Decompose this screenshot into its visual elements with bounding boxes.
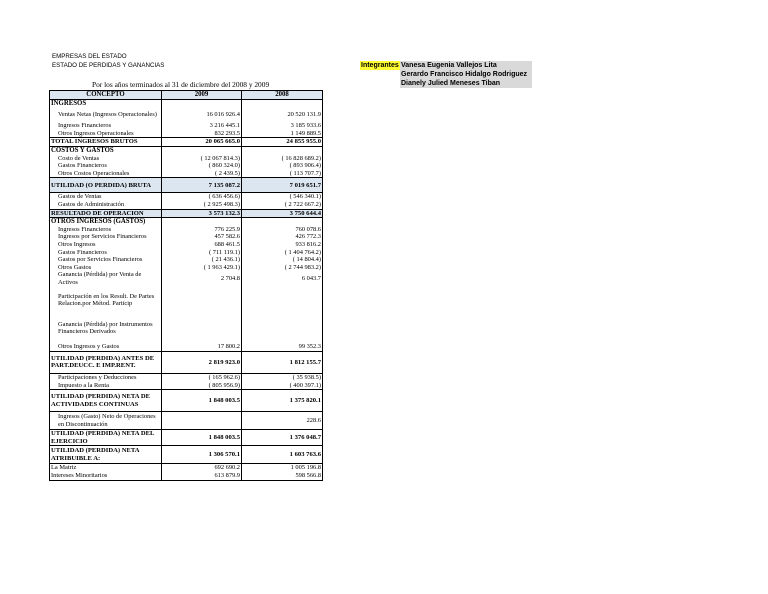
- row-label: INGRESOS: [50, 99, 162, 107]
- value-2008: 3 185 933.6: [242, 122, 323, 130]
- value-2008: ( 893 906.4): [242, 162, 323, 170]
- value-2009: 2 704.8: [162, 271, 242, 286]
- value-2008: ( 2 722 667.2): [242, 201, 323, 209]
- table-row: [50, 201, 323, 209]
- table-row: [50, 271, 323, 286]
- table-row: [50, 233, 323, 241]
- table-row: [50, 130, 323, 138]
- value-2009: 457 582.6: [162, 233, 242, 241]
- table-row: [50, 170, 323, 178]
- value-2009: 17 800.2: [162, 342, 242, 351]
- value-2008: 1 812 155.7: [242, 351, 323, 373]
- value-2009: ( 165 962.6): [162, 373, 242, 381]
- value-2008: [242, 286, 323, 314]
- row-label: Costo de Ventas: [50, 155, 162, 163]
- row-label: Ingresos (Gasto) Neto de Operaciones en Discontinuación: [50, 412, 162, 430]
- row-label: UTILIDAD (PERDIDA) NETA DEL EJERCICIO: [50, 430, 162, 446]
- row-label: UTILIDAD (PERDIDA) NETA DE ACTIVIDADES CONTINUAS: [50, 390, 162, 412]
- value-2009: ( 711 119.1): [162, 249, 242, 257]
- value-2008: 426 772.3: [242, 233, 323, 241]
- value-2009: 1 848 003.5: [162, 390, 242, 412]
- value-2009: 776 225.9: [162, 226, 242, 234]
- value-2008: 1 375 820.1: [242, 390, 323, 412]
- value-2009: [162, 412, 242, 430]
- column-header-2009: 2009: [162, 91, 242, 100]
- row-label: La Matriz: [50, 464, 162, 472]
- value-2008: 228.6: [242, 412, 323, 430]
- table-row: [50, 162, 323, 170]
- row-label: UTILIDAD (O PERDIDA) BRUTA: [50, 178, 162, 193]
- row-label: UTILIDAD (PERDIDA) ANTES DE PART.DEUCC. E IMP.RENT.: [50, 351, 162, 373]
- row-label: COSTOS Y GASTOS: [50, 146, 162, 154]
- row-label: Otros Ingresos y Gastos: [50, 342, 162, 351]
- row-label: Ingresos Financieros: [50, 122, 162, 130]
- table-row: [50, 249, 323, 257]
- row-label: OTROS INGRESOS (GASTOS): [50, 218, 162, 226]
- value-2009: ( 21 436.1): [162, 256, 242, 264]
- table-row: [50, 472, 323, 480]
- row-label: Participaciones y Deducciones: [50, 373, 162, 381]
- statement-title: ESTADO DE PERDIDAS Y GANANCIAS: [52, 62, 165, 69]
- value-2009: 613 879.9: [162, 472, 242, 480]
- table-row: [50, 286, 323, 314]
- table-row: [50, 390, 323, 412]
- row-label: UTILIDAD (PERDIDA) NETA ATRIBUIBLE A:: [50, 446, 162, 464]
- value-2008: 760 078.6: [242, 226, 323, 234]
- row-label: Gastos de Administración: [50, 201, 162, 209]
- value-2008: 7 019 651.7: [242, 178, 323, 193]
- table-row: [50, 241, 323, 249]
- table-row: [50, 209, 323, 218]
- value-2008: 24 855 955.0: [242, 138, 323, 147]
- value-2009: 688 461.5: [162, 241, 242, 249]
- value-2009: 3 573 132.3: [162, 209, 242, 218]
- row-label: Ingresos Financieros: [50, 226, 162, 234]
- value-2009: ( 1 963 429.1): [162, 264, 242, 272]
- member-name: Vanesa Eugenia Vallejos Lita: [401, 62, 497, 69]
- table-row: [50, 382, 323, 390]
- row-label: Otros Ingresos: [50, 241, 162, 249]
- row-label: Otros Ingresos Operacionales: [50, 130, 162, 138]
- column-header-concept: CONCEPTO: [50, 91, 162, 100]
- value-2009: 692 690.2: [162, 464, 242, 472]
- value-2009: 1 848 003.5: [162, 430, 242, 446]
- value-2008: ( 16 828 689.2): [242, 155, 323, 163]
- value-2009: 832 293.5: [162, 130, 242, 138]
- row-label: RESULTADO DE OPERACION: [50, 209, 162, 218]
- members-list: [400, 61, 532, 88]
- table-row: [50, 193, 323, 201]
- value-2008: 1 149 889.5: [242, 130, 323, 138]
- table-row: [50, 178, 323, 193]
- value-2008: [242, 146, 323, 154]
- value-2008: [242, 314, 323, 342]
- value-2008: ( 400 397.1): [242, 382, 323, 390]
- table-row: [50, 464, 323, 472]
- table-row: [50, 138, 323, 147]
- value-2009: [162, 314, 242, 342]
- income-statement-table: [49, 90, 323, 481]
- member-name: Gerardo Francisco Hidalgo Rodriguez: [401, 71, 528, 78]
- value-2009: ( 805 956.9): [162, 382, 242, 390]
- value-2008: ( 2 744 983.2): [242, 264, 323, 272]
- table-row: [50, 155, 323, 163]
- value-2009: 7 135 087.2: [162, 178, 242, 193]
- members-label: Integrantes: [361, 62, 399, 69]
- row-label: Gastos de Ventas: [50, 193, 162, 201]
- table-row: [50, 412, 323, 430]
- row-label: Gastos Financieros: [50, 162, 162, 170]
- member-name: Dianely Julied Meneses Tiban: [401, 80, 501, 87]
- value-2008: 6 043.7: [242, 271, 323, 286]
- table-row: [50, 351, 323, 373]
- row-label: Ventas Netas (Ingresos Operacionales): [50, 107, 162, 122]
- value-2009: 3 216 445.1: [162, 122, 242, 130]
- row-label: Ingresos por Servicios Financieros: [50, 233, 162, 241]
- value-2009: [162, 286, 242, 314]
- value-2008: 1 603 763.6: [242, 446, 323, 464]
- row-label: Ganancia (Pérdida) por Venta de Activos: [50, 271, 162, 286]
- value-2008: ( 1 404 764.2): [242, 249, 323, 257]
- row-label: Intereses Minoritarios: [50, 472, 162, 480]
- value-2009: 2 819 923.0: [162, 351, 242, 373]
- value-2008: 99 352.3: [242, 342, 323, 351]
- row-label: Gastos Financieros: [50, 249, 162, 257]
- value-2009: 1 306 570.1: [162, 446, 242, 464]
- table-row: [50, 107, 323, 122]
- value-2009: ( 636 456.6): [162, 193, 242, 201]
- value-2008: 3 750 644.4: [242, 209, 323, 218]
- value-2008: ( 546 340.1): [242, 193, 323, 201]
- value-2008: ( 35 938.5): [242, 373, 323, 381]
- value-2009: 16 016 926.4: [162, 107, 242, 122]
- company-name: EMPRESAS DEL ESTADO: [52, 53, 127, 60]
- table-row: [50, 99, 323, 107]
- value-2009: [162, 99, 242, 107]
- table-row: [50, 256, 323, 264]
- value-2008: 1 005 196.8: [242, 464, 323, 472]
- table-header-row: [50, 91, 323, 100]
- row-label: Otros Costos Operacionales: [50, 170, 162, 178]
- value-2009: ( 12 067 814.3): [162, 155, 242, 163]
- value-2009: ( 2 439.5): [162, 170, 242, 178]
- table-row: [50, 226, 323, 234]
- row-label: Participación en los Result. De Partes Relacion.por Métod. Particip: [50, 286, 162, 314]
- value-2008: [242, 218, 323, 226]
- row-label: Ganancia (Pérdida) por Instrumentos Financieros Derivados: [50, 314, 162, 342]
- table-row: [50, 342, 323, 351]
- table-row: [50, 146, 323, 154]
- value-2008: 1 376 048.7: [242, 430, 323, 446]
- value-2008: ( 14 804.4): [242, 256, 323, 264]
- column-header-2008: 2008: [242, 91, 323, 100]
- table-row: [50, 218, 323, 226]
- table-row: [50, 430, 323, 446]
- table-row: [50, 264, 323, 272]
- value-2008: 933 816.2: [242, 241, 323, 249]
- table-row: [50, 446, 323, 464]
- value-2009: [162, 218, 242, 226]
- value-2009: [162, 146, 242, 154]
- value-2009: ( 860 324.0): [162, 162, 242, 170]
- row-label: Otros Gastos: [50, 264, 162, 272]
- period-text: Por los años terminados al 31 de diciembre del 2008 y 2009: [92, 80, 270, 89]
- value-2008: [242, 99, 323, 107]
- value-2008: 598 566.8: [242, 472, 323, 480]
- value-2008: ( 113 707.7): [242, 170, 323, 178]
- table-row: [50, 314, 323, 342]
- value-2009: 20 065 665.0: [162, 138, 242, 147]
- value-2008: 20 520 131.9: [242, 107, 323, 122]
- value-2009: ( 2 925 498.3): [162, 201, 242, 209]
- row-label: Impuesto a la Renta: [50, 382, 162, 390]
- row-label: TOTAL INGRESOS BRUTOS: [50, 138, 162, 147]
- table-row: [50, 373, 323, 381]
- row-label: Gastos por Servicios Financieros: [50, 256, 162, 264]
- table-row: [50, 122, 323, 130]
